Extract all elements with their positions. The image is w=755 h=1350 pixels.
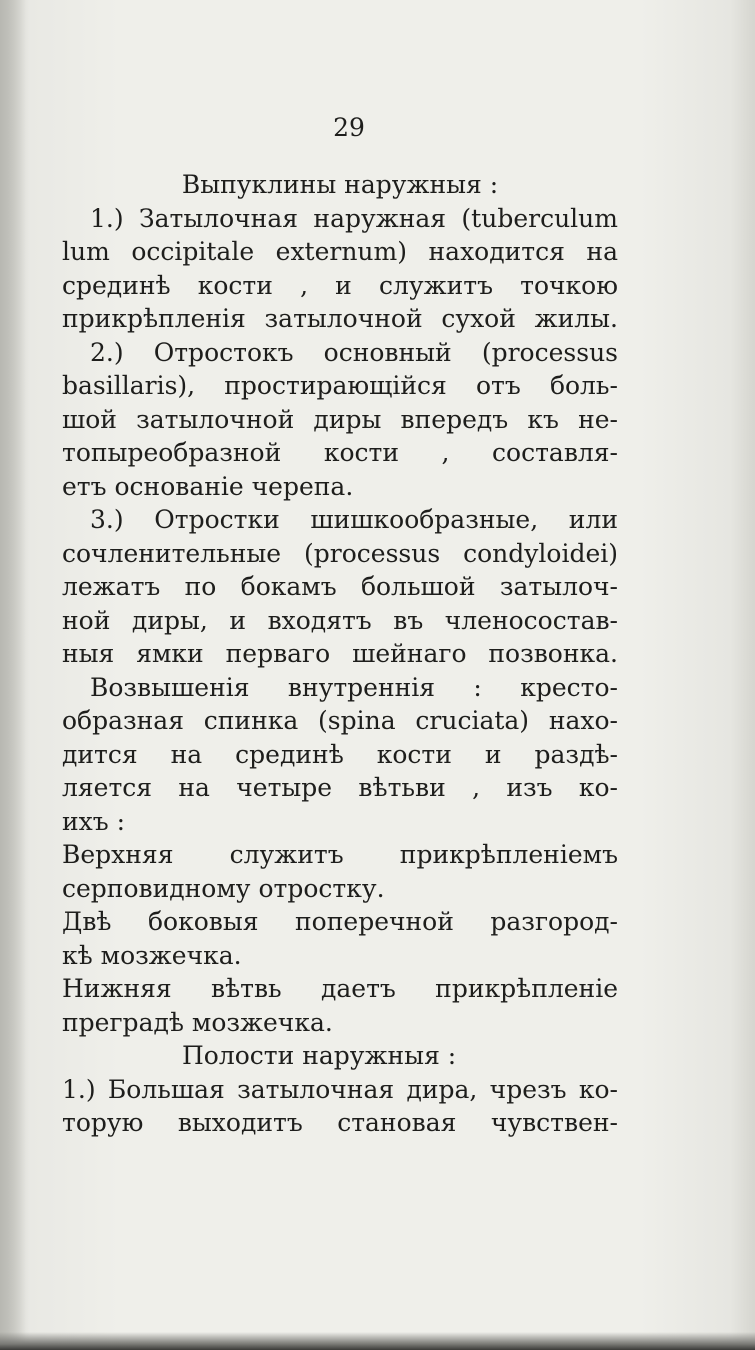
text-line: lum occipitale externum) находится на — [62, 237, 618, 266]
text-line: 1.) Затылочная наружная (tuberculum — [90, 203, 618, 233]
text-line: торую выходитъ становая чувствен- — [62, 1108, 618, 1137]
text-line: ляется на четыре вѣтьви , изъ ко- — [62, 773, 618, 802]
text-line: етъ основаніе черепа. — [62, 471, 354, 501]
text-line: Нижняя вѣтвь даетъ прикрѣпленіе — [62, 974, 618, 1003]
page-text — [62, 108, 618, 1140]
text-line: срединѣ кости , и служитъ точкою — [62, 270, 618, 300]
text-line: преградѣ мозжечка. — [62, 1007, 333, 1037]
text-line: прикрѣпленія затылочной сухой жилы. — [62, 304, 618, 333]
text-line: Верхняя служитъ прикрѣпленіемъ — [62, 840, 618, 869]
page-gutter-shadow — [0, 0, 26, 1350]
text-line: 3.) Отростки шишкообразные, или — [90, 505, 618, 534]
text-line: дится на срединѣ кости и раздѣ- — [62, 739, 618, 769]
text-line: сочленительные (processus condyloidei) — [62, 538, 618, 568]
text-line: ной диры, и входятъ въ членосостав- — [62, 605, 618, 635]
text-line: шой затылочной диры впередъ къ не- — [62, 404, 618, 434]
text-line: лежатъ по бокамъ большой затылоч- — [62, 572, 618, 601]
page-bottom-edge — [0, 1332, 755, 1350]
text-line: Возвышенія внутреннія : кресто- — [90, 672, 618, 702]
page-number: 29 — [333, 113, 365, 142]
text-line: образная спинка (spina cruciata) нахо- — [62, 706, 618, 735]
text-line: топыреобразной кости , составля- — [62, 438, 618, 467]
text-line: Двѣ боковыя поперечной разгород- — [62, 907, 618, 936]
text-line: basillaris), простирающійся отъ боль- — [62, 371, 618, 400]
text-line: ихъ : — [62, 806, 126, 836]
section-heading: Выпуклины наружныя : — [181, 170, 499, 199]
text-line: 2.) Отростокъ основный (processus — [90, 337, 618, 367]
text-line: серповидному отростку. — [62, 873, 385, 903]
text-line: кѣ мозжечка. — [62, 940, 242, 970]
text-line: 1.) Большая затылочная дира, чрезъ ко- — [62, 1074, 618, 1104]
text-line: ныя ямки перваго шейнаго позвонка. — [62, 639, 618, 668]
section-heading: Полости наружныя : — [182, 1041, 457, 1070]
